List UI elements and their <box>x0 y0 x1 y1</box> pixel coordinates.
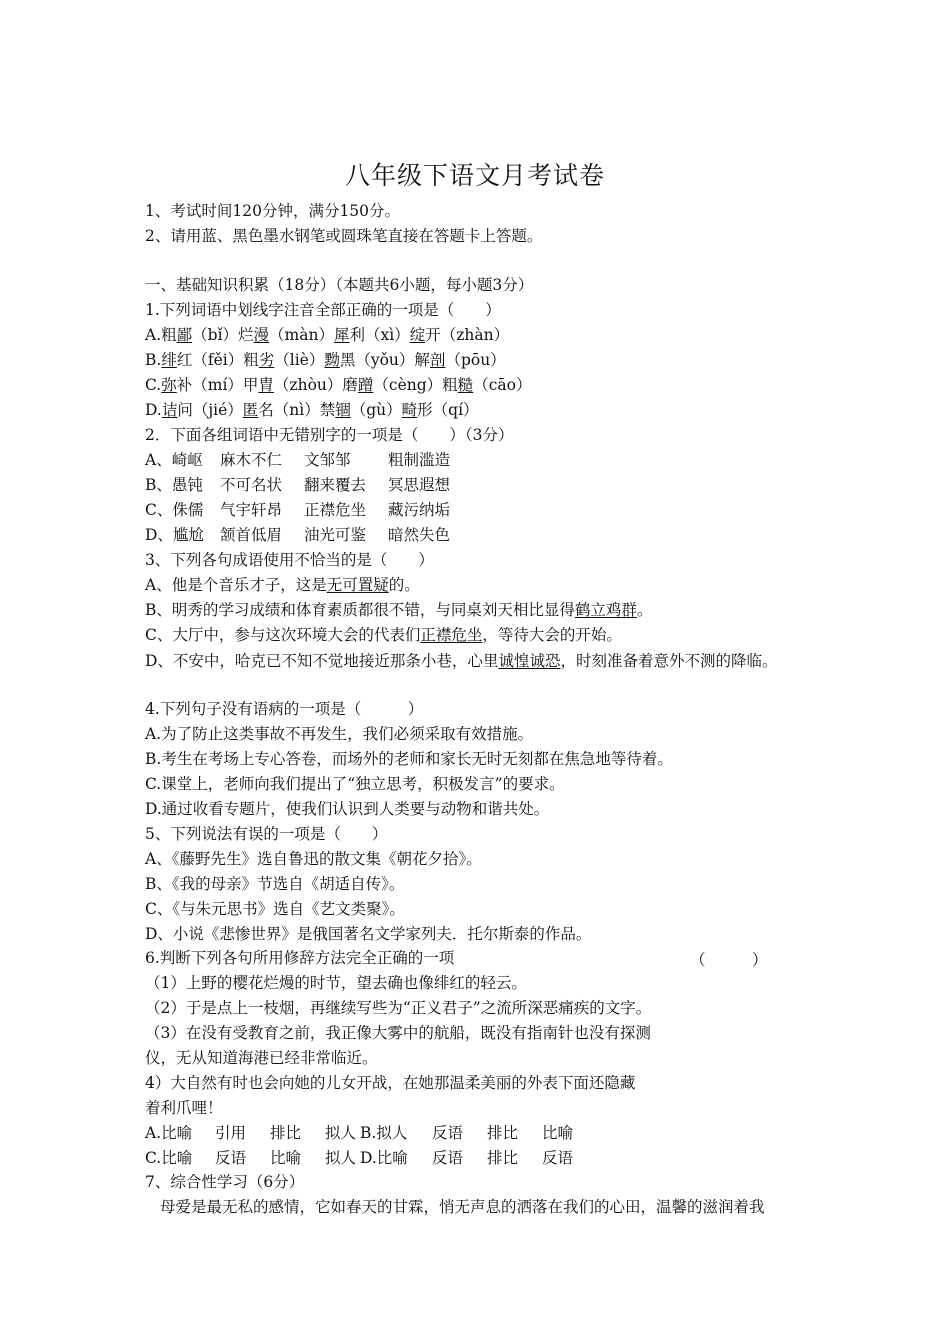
option-word: B.拟人 <box>360 1124 408 1142</box>
answer-bracket: （ ） <box>690 951 768 969</box>
option-text: （zhòu）磨 <box>273 376 358 394</box>
question-4-option-a: A.为了防止这类事故不再发生，我们必须采取有效措施。 <box>145 725 534 743</box>
underlined-char: 漫 <box>253 326 270 344</box>
option-text: B、明秀的学习成绩和体育素质都很不错，与同桌刘天相比显得 <box>145 601 575 619</box>
note-line: 1、考试时间120分钟，满分150分。 <box>145 202 401 220</box>
underlined-char: 鄙 <box>176 326 193 344</box>
option-word: C.比喻 <box>145 1149 193 1167</box>
underlined-char: 弥 <box>161 376 177 394</box>
option-text: 形（qí） <box>417 401 479 419</box>
option-text: C. <box>145 376 162 394</box>
word: A、崎岖 <box>145 451 203 469</box>
option-text: 。 <box>636 601 653 619</box>
word: C、侏儒 <box>145 501 204 519</box>
option-text: 的。 <box>388 576 420 594</box>
word: 翻来覆去 <box>304 476 367 494</box>
option-word: 拟人 <box>325 1124 357 1142</box>
word: 油光可鉴 <box>304 526 367 544</box>
underlined-char: 糙 <box>457 376 474 394</box>
option-text: A.粗 <box>145 326 177 344</box>
question-6-item: （1）上野的樱花烂熳的时节，望去确也像绯红的轻云。 <box>145 974 527 992</box>
option-word: 拟人 <box>325 1149 357 1167</box>
question-5-option-b: B、《我的母亲》节选自《胡适自传》。 <box>145 875 405 893</box>
underlined-char: 剖 <box>429 351 446 369</box>
question-6-options-ab <box>145 1123 573 1143</box>
option-text: 开（zhàn） <box>425 326 510 344</box>
underlined-char: 锢 <box>335 401 351 419</box>
option-word: 排比 <box>270 1124 302 1142</box>
option-text: ，等待大会的开始。 <box>482 626 622 644</box>
underlined-char: 畸 <box>401 401 418 419</box>
question-4-option-d: D.通过收看专题片，使我们认识到人类要与动物和谐共处。 <box>145 800 550 818</box>
underlined-char: 诘 <box>161 401 178 419</box>
underlined-idiom: 正襟危坐 <box>420 626 483 644</box>
question-1-option-c <box>145 375 531 395</box>
option-text: ，时刻准备着意外不测的降临。 <box>560 652 778 670</box>
option-text: （pōu） <box>445 351 506 369</box>
question-3-option-b <box>145 600 652 620</box>
word: D、尴尬 <box>145 526 204 544</box>
option-text: A、他是个音乐才子，这是 <box>145 576 327 594</box>
option-text: （bǐ）烂 <box>192 326 254 344</box>
option-text: 问（jié） <box>177 401 243 419</box>
option-word: 比喻 <box>542 1124 574 1142</box>
option-text: D、不安中，哈克已不知不觉地接近那条小巷，心里 <box>145 652 499 670</box>
underlined-idiom: 诚惶诚恐 <box>498 652 561 670</box>
option-text: （cāo） <box>473 376 532 394</box>
word: 不可名状 <box>220 476 283 494</box>
option-text: （cèng）粗 <box>373 376 458 394</box>
underlined-char: 匿 <box>242 401 259 419</box>
question-7-stem: 7、综合性学习（6分） <box>145 1173 305 1191</box>
word: 冥思遐想 <box>388 476 451 494</box>
question-6-item: （3）在没有受教育之前，我正像大雾中的航船，既没有指南针也没有探测 <box>145 1024 651 1042</box>
word: 气宇轩昂 <box>220 501 283 519</box>
word: 暗然失色 <box>388 526 451 544</box>
underlined-char: 劣 <box>258 351 275 369</box>
underlined-char: 黝 <box>324 351 340 369</box>
question-2-option-d <box>145 525 450 545</box>
question-4-option-c: C.课堂上，老师向我们提出了“独立思考，积极发言”的要求。 <box>145 775 565 793</box>
question-6-item: 着利爪哩！ <box>145 1099 223 1117</box>
question-1-option-b <box>145 350 506 370</box>
option-text: 黑（yǒu）解 <box>339 351 430 369</box>
question-1-option-d <box>145 400 479 420</box>
question-2-stem: 2．下面各组词语中无错别字的一项是（ ）（3分） <box>145 426 514 444</box>
word: B、愚钝 <box>145 476 203 494</box>
question-5-option-a: A、《藤野先生》选自鲁迅的散文集《朝花夕拾》。 <box>145 850 482 868</box>
option-word: D.比喻 <box>360 1149 408 1167</box>
option-word: 反语 <box>432 1124 464 1142</box>
underlined-char: 绯 <box>161 351 177 369</box>
question-2-option-c <box>145 500 450 520</box>
question-6-item: （2）于是点上一枝烟，再继续写些为“正义君子”之流所深恶痛疾的文字。 <box>145 999 652 1017</box>
question-3-option-d <box>145 651 777 671</box>
question-2-option-b <box>145 475 450 495</box>
option-text: D. <box>145 401 162 419</box>
option-word: 排比 <box>487 1149 519 1167</box>
option-text: 红（fěi）粗 <box>176 351 259 369</box>
question-6-stem: 6.判断下列各句所用修辞方法完全正确的一项 <box>145 949 455 967</box>
word: 麻木不仁 <box>220 451 283 469</box>
question-6-item: 4）大自然有时也会向她的儿女开战，在她那温柔美丽的外表下面还隐藏 <box>145 1074 636 1092</box>
underlined-idiom: 无可置疑 <box>326 576 389 594</box>
note-line: 2、请用蓝、黑色墨水钢笔或圆珠笔直接在答题卡上答题。 <box>145 227 543 245</box>
option-word: 排比 <box>487 1124 519 1142</box>
question-3-option-a <box>145 575 420 595</box>
option-text: （màn） <box>269 326 334 344</box>
option-word: 反语 <box>432 1149 464 1167</box>
question-6-item: 仪，无从知道海港已经非常临近。 <box>145 1049 378 1067</box>
question-3-option-c <box>145 625 622 645</box>
word: 文邹邹 <box>304 451 351 469</box>
option-text: 名（nì）禁 <box>258 401 336 419</box>
underlined-char: 蹭 <box>357 376 374 394</box>
word: 粗制滥造 <box>388 451 451 469</box>
option-text: 补（mí）甲 <box>176 376 259 394</box>
option-text: B. <box>145 351 162 369</box>
underlined-char: 绽 <box>409 326 426 344</box>
word: 颔首低眉 <box>220 526 283 544</box>
underlined-char: 犀 <box>333 326 350 344</box>
word: 正襟危坐 <box>304 501 367 519</box>
option-word: 反语 <box>215 1149 247 1167</box>
option-word: 反语 <box>542 1149 574 1167</box>
question-1-option-a <box>145 325 509 345</box>
question-5-stem: 5、下列说法有误的一项是（ ） <box>145 825 388 843</box>
option-word: 比喻 <box>270 1149 302 1167</box>
question-5-option-c: C、《与朱元思书》选自《艺文类聚》。 <box>145 900 405 918</box>
option-word: A.比喻 <box>145 1124 193 1142</box>
section-heading: 一、基础知识积累（18分）（本题共6小题，每小题3分） <box>145 276 534 294</box>
word: 藏污纳垢 <box>388 501 451 519</box>
question-6-options-cd <box>145 1148 573 1168</box>
question-4-stem: 4.下列句子没有语病的一项是（ ） <box>145 700 424 718</box>
question-7-passage: 母爱是最无私的感情，它如春天的甘霖，悄无声息的洒落在我们的心田，温馨的滋润着我 <box>160 1198 765 1216</box>
question-2-option-a <box>145 450 450 470</box>
page-title: 八年级下语文月考试卷 <box>344 161 605 190</box>
underlined-idiom: 鹤立鸡群 <box>574 601 637 619</box>
option-text: （gù） <box>350 401 402 419</box>
option-text: C、大厅中，参与这次环境大会的代表们 <box>145 626 421 644</box>
option-text: 利（xì） <box>349 326 410 344</box>
option-text: （liè） <box>274 351 325 369</box>
question-3-stem: 3、下列各句成语使用不恰当的是（ ） <box>145 551 434 569</box>
option-word: 引用 <box>215 1124 247 1142</box>
underlined-char: 胄 <box>258 376 274 394</box>
question-5-option-d: D、小说《悲惨世界》是俄国著名文学家列夫．托尔斯泰的作品。 <box>145 925 592 943</box>
question-4-option-b: B.考生在考场上专心答卷，而场外的老师和家长无时无刻都在焦急地等待着。 <box>145 750 673 768</box>
question-1-stem: 1.下列词语中划线字注音全部正确的一项是（ ） <box>145 301 501 319</box>
